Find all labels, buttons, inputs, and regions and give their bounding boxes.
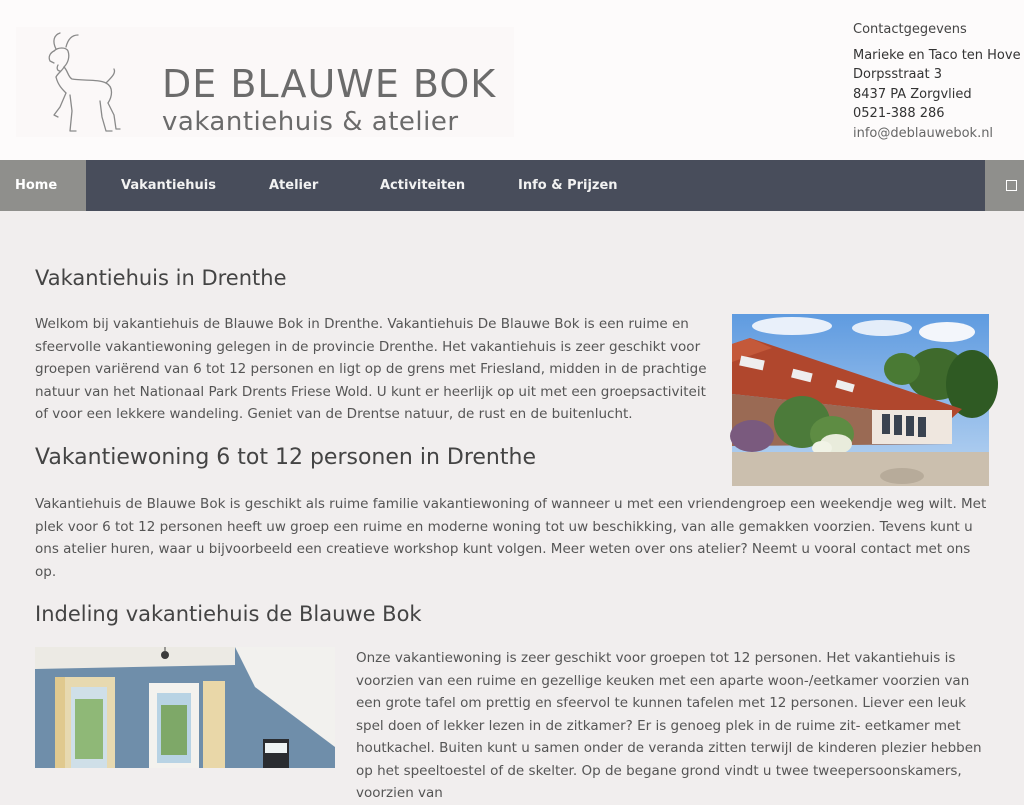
site-logo[interactable] [16,27,514,137]
room-photo [35,647,335,768]
site-header [0,0,1024,160]
goat-icon [44,31,120,135]
brand-subtitle: vakantiehuis & atelier [162,107,459,137]
house-photo [732,314,989,486]
contact-city: 8437 PA Zorgvlied [853,86,972,102]
contact-name: Marieke en Taco ten Hove [853,47,1021,63]
nav-item-info-prijzen[interactable]: Info & Prijzen [518,178,618,193]
vakantiewoning-paragraph: Vakantiehuis de Blauwe Bok is geschikt als ruime familie vakantiewoning of wanneer u met een vriendengroep een weekendje weg wilt. Met plek voor 6 tot 12 personen heeft uw groep een ruime en moderne woning tot uw beschikking, van alle gemakken voorzien. Tevens kunt u ons atelier huren, waar u bijvoorbeeld een creatieve workshop kunt volgen. Meer weten over ons atelier? Neemt u vooral contact met ons op. [35,496,987,580]
square-icon [1006,180,1017,191]
contact-street: Dorpsstraat 3 [853,67,942,82]
nav-item-atelier[interactable]: Atelier [269,178,319,193]
menu-toggle-button[interactable] [985,160,1024,211]
heading-vakantiewoning: Vakantiewoning 6 tot 12 personen in Drenthe [35,445,536,470]
contact-phone[interactable]: 0521-388 286 [853,106,945,121]
nav-item-home[interactable]: Home [0,160,86,211]
indeling-paragraph: Onze vakantiewoning is zeer geschikt voor groepen tot 12 personen. Het vakantiehuis is voorzien van een ruime en gezellige keuken met een aparte woon-/eetkamer voorzien van een grote tafel om prettig en sfeervol te kunnen tafelen met 12 personen. Liever een leuk spel doen of lekker lezen in de zitkamer? Er is genoeg plek in de ruime zit- eetkamer met houtkachel. Buiten kunt u samen onder de veranda zitten terwijl de kinderen plezier hebben op het speeltoestel of de skelter. Op de begane grond vindt u twee tweepersoonskamers, voorzien van [356,650,982,801]
nav-item-activiteiten[interactable]: Activiteiten [380,178,466,193]
contact-details [853,20,1021,143]
main-nav [0,160,1024,211]
contact-email-link[interactable]: info@deblauwebok.nl [853,125,994,141]
contact-title: Contactgegevens [853,22,967,37]
nav-item-vakantiehuis[interactable]: Vakantiehuis [121,178,216,193]
heading-indeling: Indeling vakantiehuis de Blauwe Bok [35,602,422,626]
brand-title: DE BLAUWE BOK [162,62,497,106]
intro-paragraph: Welkom bij vakantiehuis de Blauwe Bok in Drenthe. Vakantiehuis De Blauwe Bok is een ruime en sfeervolle vakantiewoning gelegen in de provincie Drenthe. Het vakantiehuis is zeer geschikt voor groepen variërend van 6 tot 12 personen en ligt op de grens met Friesland, midden in de prachtige natuur van het Nationaal Park Drents Friese Wold. U kunt er heerlijk op uit met een groepsactiviteit of voor een lekkere wandeling. Geniet van de Drentse natuur, de rust en de buitenlucht. [35,316,707,422]
heading-vakantiehuis: Vakantiehuis in Drenthe [35,266,287,290]
